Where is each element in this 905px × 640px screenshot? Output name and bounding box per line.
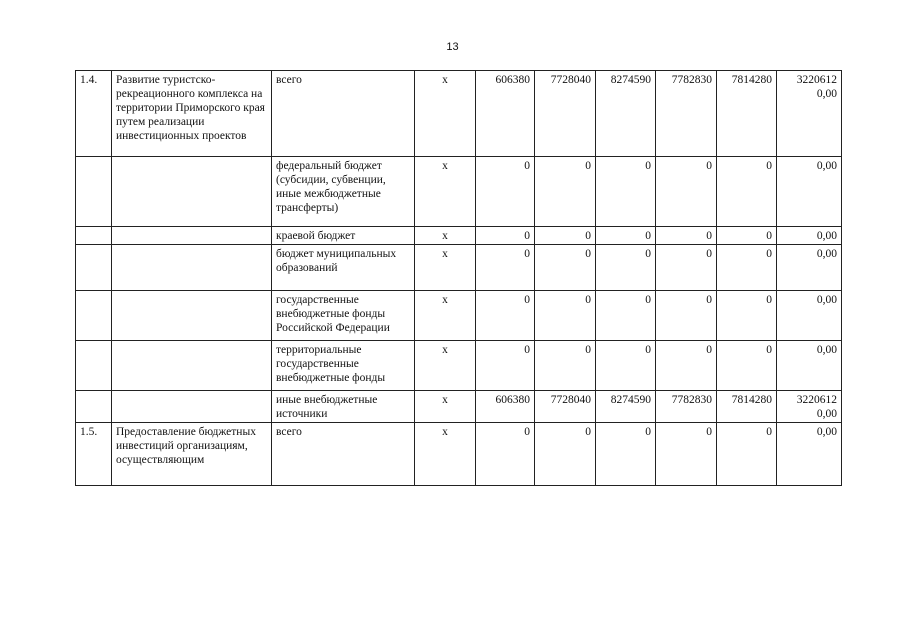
value-year-5: 0	[717, 423, 777, 486]
x-cell: х	[415, 227, 476, 245]
value-year-2: 7728040	[535, 391, 596, 423]
x-cell: х	[415, 341, 476, 391]
value-year-5: 7814280	[717, 391, 777, 423]
value-year-1: 0	[476, 245, 535, 291]
value-year-4: 0	[656, 245, 717, 291]
value-year-4: 0	[656, 157, 717, 227]
total-value: 0,00	[777, 291, 842, 341]
value-year-3: 0	[596, 423, 656, 486]
value-year-2: 0	[535, 291, 596, 341]
value-year-4: 0	[656, 423, 717, 486]
total-value: 3220612 0,00	[777, 391, 842, 423]
measure-name: Развитие туристско-рекреационного комплекса на территории Приморского края путем реализации инвестиционных проектов	[112, 71, 272, 157]
value-year-2: 0	[535, 227, 596, 245]
value-year-5: 0	[717, 227, 777, 245]
page-number: 13	[446, 41, 459, 53]
total-value: 0,00	[777, 245, 842, 291]
funding-source: иные внебюджетные источники	[272, 391, 415, 423]
value-year-5: 7814280	[717, 71, 777, 157]
table-row	[76, 391, 842, 423]
funding-source: бюджет муниципальных образований	[272, 245, 415, 291]
table-row	[76, 245, 842, 291]
row-number	[76, 291, 112, 341]
value-year-2: 0	[535, 423, 596, 486]
funding-source: всего	[272, 423, 415, 486]
value-year-1: 0	[476, 157, 535, 227]
x-cell: х	[415, 291, 476, 341]
total-value: 0,00	[777, 423, 842, 486]
value-year-2: 0	[535, 341, 596, 391]
x-cell: х	[415, 157, 476, 227]
value-year-4: 7782830	[656, 71, 717, 157]
row-number	[76, 227, 112, 245]
value-year-4: 0	[656, 341, 717, 391]
measure-name	[112, 157, 272, 227]
funding-source: всего	[272, 71, 415, 157]
value-year-3: 0	[596, 291, 656, 341]
value-year-2: 7728040	[535, 71, 596, 157]
measure-name	[112, 341, 272, 391]
table-row	[76, 341, 842, 391]
funding-source: федеральный бюджет (субсидии, субвенции, иные межбюджетные трансферты)	[272, 157, 415, 227]
x-cell: х	[415, 423, 476, 486]
value-year-5: 0	[717, 245, 777, 291]
measure-name	[112, 245, 272, 291]
row-number	[76, 245, 112, 291]
row-number	[76, 341, 112, 391]
row-number	[76, 391, 112, 423]
row-number: 1.5.	[76, 423, 112, 486]
measure-name	[112, 291, 272, 341]
value-year-5: 0	[717, 291, 777, 341]
measure-name	[112, 391, 272, 423]
value-year-4: 0	[656, 227, 717, 245]
funding-source: территориальные государственные внебюджетные фонды	[272, 341, 415, 391]
table-row	[76, 291, 842, 341]
value-year-3: 8274590	[596, 71, 656, 157]
value-year-5: 0	[717, 157, 777, 227]
total-value: 3220612 0,00	[777, 71, 842, 157]
value-year-1: 606380	[476, 391, 535, 423]
value-year-3: 0	[596, 341, 656, 391]
x-cell: х	[415, 71, 476, 157]
table-row	[76, 423, 842, 486]
value-year-4: 7782830	[656, 391, 717, 423]
value-year-3: 8274590	[596, 391, 656, 423]
value-year-2: 0	[535, 157, 596, 227]
total-value: 0,00	[777, 341, 842, 391]
funding-source: краевой бюджет	[272, 227, 415, 245]
table-row	[76, 71, 842, 157]
total-value: 0,00	[777, 227, 842, 245]
total-value: 0,00	[777, 157, 842, 227]
funding-source: государственные внебюджетные фонды Российской Федерации	[272, 291, 415, 341]
value-year-4: 0	[656, 291, 717, 341]
x-cell: х	[415, 391, 476, 423]
table-row	[76, 157, 842, 227]
value-year-3: 0	[596, 157, 656, 227]
value-year-1: 0	[476, 423, 535, 486]
measure-name: Предоставление бюджетных инвестиций организациям, осуществляющим	[112, 423, 272, 486]
value-year-1: 0	[476, 291, 535, 341]
value-year-1: 0	[476, 341, 535, 391]
measure-name	[112, 227, 272, 245]
x-cell: х	[415, 245, 476, 291]
row-number: 1.4.	[76, 71, 112, 157]
table-row	[76, 227, 842, 245]
budget-table	[75, 70, 842, 486]
value-year-2: 0	[535, 245, 596, 291]
value-year-3: 0	[596, 245, 656, 291]
value-year-1: 0	[476, 227, 535, 245]
value-year-3: 0	[596, 227, 656, 245]
value-year-1: 606380	[476, 71, 535, 157]
value-year-5: 0	[717, 341, 777, 391]
row-number	[76, 157, 112, 227]
